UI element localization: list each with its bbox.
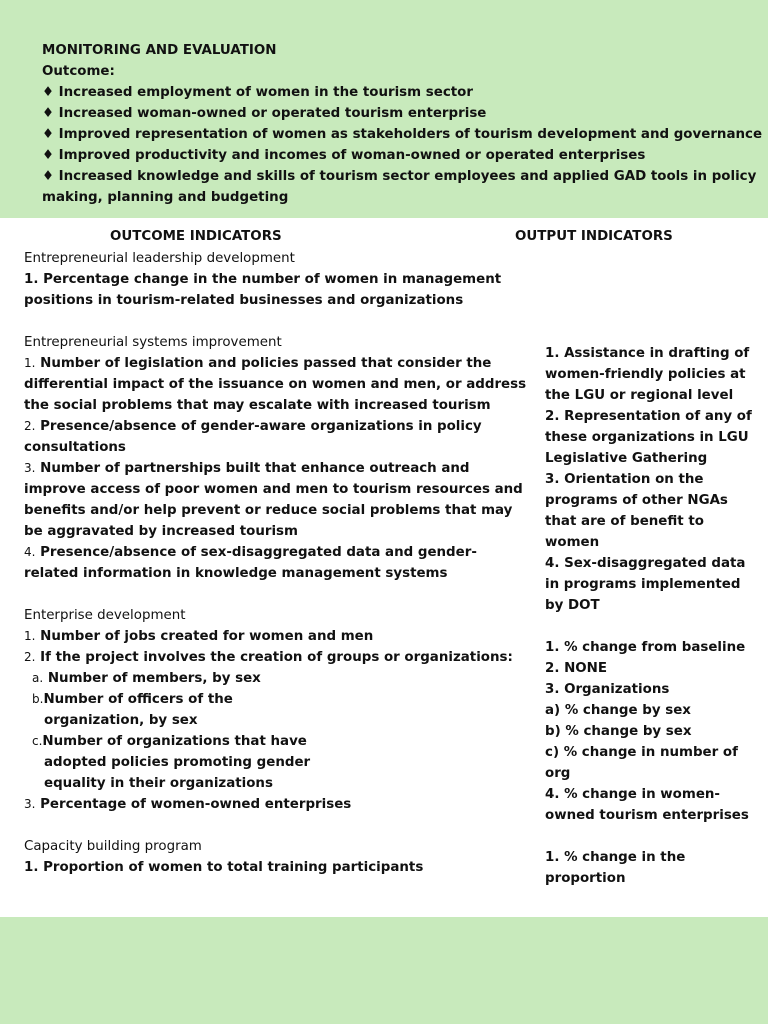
item-number: 3. — [24, 797, 36, 811]
header-block — [42, 40, 768, 208]
section-title: Entrepreneurial systems improvement — [24, 335, 282, 350]
item-text: Number of partnerships built that enhance outreach and improve access of poor women and men to tourism resources and benefits and/or help prevent or reduce social problems that may be aggravated by increased tourism — [24, 461, 523, 539]
bottom-band — [0, 917, 768, 1024]
outcome-indicators-column — [24, 248, 529, 878]
item-text: Number of members, by sex — [43, 671, 261, 686]
sub-item-continuation: adopted policies promoting gender — [44, 755, 311, 770]
indicator-item: 1. Percentage change in the number of women in management positions in tourism-related businesses and organizations — [24, 272, 502, 308]
item-number: a. — [32, 671, 44, 685]
item-number: 4. — [24, 545, 36, 559]
indicator-item — [24, 794, 529, 815]
output-indicators-column — [545, 343, 760, 889]
item-text: Number of legislation and policies passed that consider the differential impact of the issuance on women and men, or address the social problems that may escalate with increased tourism — [24, 356, 527, 413]
sub-item-continuation: equality in their organizations — [44, 776, 273, 791]
section-title: Enterprise development — [24, 608, 186, 623]
sub-item — [24, 668, 529, 689]
item-text: If the project involves the creation of groups or organizations: — [35, 650, 513, 665]
item-number: 2. — [24, 419, 36, 433]
indicator-item — [24, 647, 529, 668]
sub-item — [24, 731, 529, 752]
output-indicators-header: OUTPUT INDICATORS — [515, 229, 673, 244]
outcome-bullet-2: ♦ Increased woman-owned or operated tourism enterprise — [42, 106, 487, 121]
item-number: 1. — [24, 356, 36, 370]
output-item: c) % change in number of org — [545, 745, 738, 781]
output-item: b) % change by sex — [545, 724, 692, 739]
outcome-bullet-5: ♦ Increased knowledge and skills of tourism sector employees and applied GAD tools in policy making, planning and budgeting — [42, 169, 757, 205]
output-item: 1. % change in the proportion — [545, 850, 686, 886]
sub-item-continuation: organization, by sex — [44, 713, 198, 728]
indicator-item — [24, 626, 529, 647]
indicator-item — [24, 542, 529, 584]
item-text: Presence/absence of sex-disaggregated data and gender-related information in knowledge management systems — [24, 545, 477, 581]
item-text: Number of officers of the — [43, 692, 233, 707]
output-item: 4. Sex-disaggregated data in programs implemented by DOT — [545, 556, 746, 613]
output-item: 3. Orientation on the programs of other NGAs that are of benefit to women — [545, 472, 728, 550]
page-title: MONITORING AND EVALUATION — [42, 43, 277, 58]
indicator-item — [24, 416, 529, 458]
item-text: Percentage of women-owned enterprises — [35, 797, 352, 812]
item-number: c. — [32, 734, 43, 748]
item-text: Number of organizations that have — [42, 734, 307, 749]
output-item: 2. NONE — [545, 661, 608, 676]
item-text: Presence/absence of gender-aware organizations in policy consultations — [24, 419, 482, 455]
indicator-item — [24, 458, 529, 542]
output-item: 1. % change from baseline — [545, 640, 746, 655]
output-item: a) % change by sex — [545, 703, 691, 718]
item-text: Number of jobs created for women and men — [35, 629, 374, 644]
output-item: 1. Assistance in drafting of women-friendly policies at the LGU or regional level — [545, 346, 750, 403]
output-item: 3. Organizations — [545, 682, 670, 697]
indicator-item: 1. Proportion of women to total training participants — [24, 860, 424, 875]
outcome-label: Outcome: — [42, 64, 115, 79]
output-item: 2. Representation of any of these organizations in LGU Legislative Gathering — [545, 409, 752, 466]
indicator-item — [24, 353, 529, 416]
item-number: 3. — [24, 461, 36, 475]
outcome-bullet-4: ♦ Improved productivity and incomes of woman-owned or operated enterprises — [42, 148, 646, 163]
outcome-bullet-3: ♦ Improved representation of women as stakeholders of tourism development and governance — [42, 127, 763, 142]
outcome-indicators-header: OUTCOME INDICATORS — [110, 229, 282, 244]
output-item: 4. % change in women-owned tourism enterprises — [545, 787, 749, 823]
section-title: Entrepreneurial leadership development — [24, 251, 295, 266]
item-number: b. — [32, 692, 44, 706]
outcome-bullet-1: ♦ Increased employment of women in the tourism sector — [42, 85, 473, 100]
section-title: Capacity building program — [24, 839, 202, 854]
item-number: 1. — [24, 629, 36, 643]
item-number: 2. — [24, 650, 36, 664]
sub-item — [24, 689, 529, 710]
